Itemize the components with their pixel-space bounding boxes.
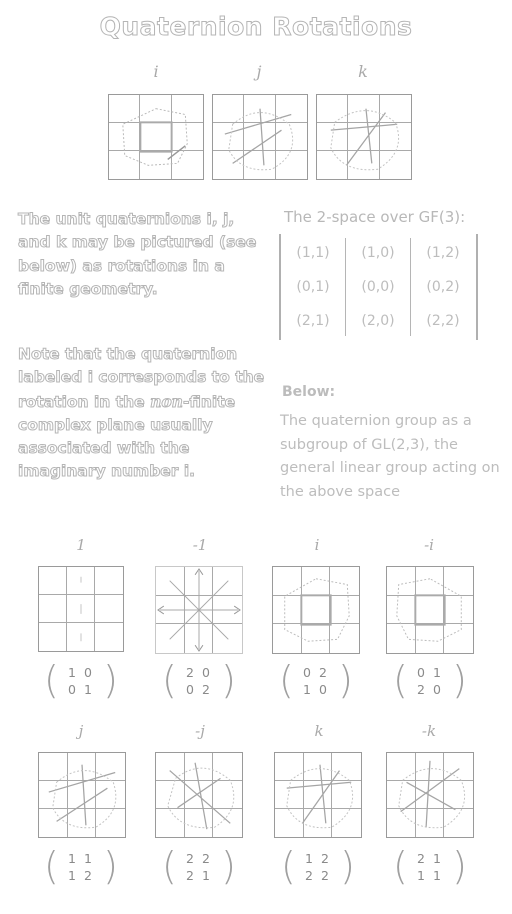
diagram-minus-k (386, 752, 474, 838)
diagram-i (272, 566, 360, 654)
matrix-i: ( 0 2 1 0 ) (271, 660, 361, 704)
matrix-row: 0 1 (68, 682, 94, 697)
space-title: The 2-space over GF(3): (284, 208, 466, 226)
intro-paragraph: The unit quaternions i, j, and k may be pictured (see below) as rotations in a finite geometry. (18, 210, 257, 298)
space-cell: (2,0) (361, 313, 395, 329)
space-cell: (1,2) (426, 245, 460, 261)
matrix-minus-1: ( 2 0 0 2 ) (154, 660, 244, 704)
label-minus-i: -i (424, 536, 434, 554)
page-title: Quaternion Rotations (99, 12, 413, 41)
rotation-arrows-j (39, 753, 125, 837)
below-description: The quaternion group as a subgroup of GL(2,3), the general linear group acting on the above space (280, 413, 500, 500)
label-minus-1: -1 (192, 536, 208, 554)
matrix-1: ( 1 0 0 1 ) (36, 660, 126, 704)
label-minus-j: -j (195, 722, 205, 740)
label-1: 1 (76, 536, 86, 554)
rotation-arrows-j (213, 95, 307, 179)
space-cell: (0,2) (426, 279, 460, 295)
space-table (279, 234, 478, 340)
matrix-row: 2 1 (417, 851, 443, 866)
diagram-minus-i (386, 566, 474, 654)
rotation-arrows-minus-k (387, 753, 473, 837)
top-label-j: j (256, 62, 262, 81)
matrix-minus-j: ( 2 2 2 1 ) (154, 846, 244, 890)
point-reflection-arrows (156, 567, 242, 653)
space-row-1 (281, 236, 476, 270)
space-cell: (1,1) (296, 245, 330, 261)
diagram-k (274, 752, 362, 838)
label-i: i (314, 536, 320, 554)
top-diagram-i (108, 94, 204, 180)
space-row-3 (281, 304, 476, 338)
matrix-row: 0 1 (417, 665, 443, 680)
matrix-row: 1 0 (68, 665, 94, 680)
matrix-row: 1 1 (68, 851, 94, 866)
matrix-j: ( 1 1 1 2 ) (36, 846, 126, 890)
space-row-2 (281, 270, 476, 304)
rotation-arrows-minus-j (156, 753, 242, 837)
matrix-row: 0 2 (303, 665, 329, 680)
space-cell: (1,0) (361, 245, 395, 261)
label-minus-k: -k (421, 722, 437, 740)
rotation-arrows-k (275, 753, 361, 837)
matrix-k: ( 1 2 2 2 ) (273, 846, 363, 890)
rotation-arrows-i (273, 567, 359, 653)
matrix-row: 2 1 (186, 868, 212, 883)
matrix-row: 1 2 (68, 868, 94, 883)
rotation-arrows-k (317, 95, 411, 179)
rotation-arrows-minus-i (387, 567, 473, 653)
rotation-arrows-i (109, 95, 203, 179)
top-diagram-k (316, 94, 412, 180)
identity-marks (39, 567, 123, 651)
matrix-row: 2 2 (186, 851, 212, 866)
top-label-i: i (153, 62, 159, 81)
note-paragraph (18, 343, 268, 484)
below-label: Below: (282, 384, 336, 400)
space-cell: (2,2) (426, 313, 460, 329)
matrix-row: 1 2 (305, 851, 331, 866)
matrix-row: 2 0 (186, 665, 212, 680)
space-cell: (0,0) (361, 279, 395, 295)
label-k: k (314, 722, 324, 740)
diagram-j (38, 752, 126, 838)
diagram-1 (38, 566, 124, 652)
matrix-row: 1 0 (303, 682, 329, 697)
matrix-row: 0 2 (186, 682, 212, 697)
matrix-minus-k: ( 2 1 1 1 ) (385, 846, 475, 890)
matrix-row: 2 0 (417, 682, 443, 697)
space-cell: (0,1) (296, 279, 330, 295)
note-text-after: -finite complex plane usually associated with the imaginary number i. (18, 392, 236, 481)
matrix-minus-i: ( 0 1 2 0 ) (385, 660, 475, 704)
top-diagram-j (212, 94, 308, 180)
matrix-row: 1 1 (417, 868, 443, 883)
space-cell: (2,1) (296, 313, 330, 329)
note-text-before: Note that the quaternion labeled i corresponds to the rotation in the (18, 345, 265, 411)
label-j: j (78, 722, 84, 740)
diagram-minus-1 (155, 566, 243, 654)
diagram-minus-j (155, 752, 243, 838)
matrix-row: 2 2 (305, 868, 331, 883)
note-text-emphasis: non (150, 391, 183, 411)
top-label-k: k (358, 62, 368, 81)
